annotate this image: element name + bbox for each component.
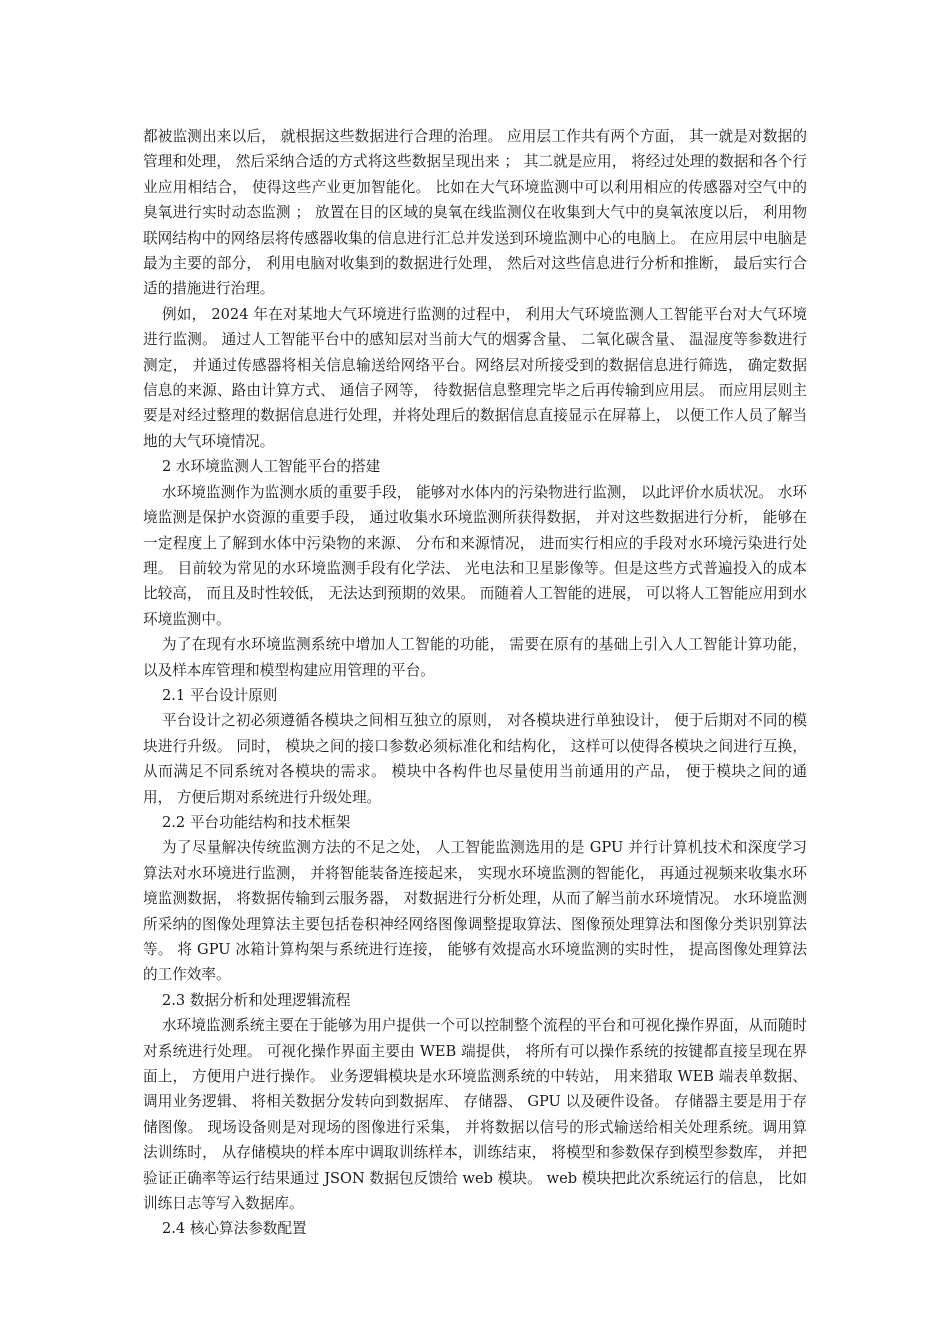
paragraph-2-2: 为了尽量解决传统监测方法的不足之处， 人工智能监测选用的是 GPU 并行计算机技术和深度学习算法对水环境进行监测， 并将智能装备连接起来， 实现水环境监测的智能化， 再通过视频来收集水环境监测数据， 将数据传输到云服务器， 对数据进行分析处理，从而了解当前水环境情况。 水环境监测所采纳的图像处理算法主要包括卷积神经网络图像调整提取算法、图像预处理算法和图像分类识别算法等。 将 GPU 冰箱计算构架与系统进行连接， 能够有效提高水环境监测的实时性， 提高图像处理算法的工作效率。 — [143, 839, 807, 984]
document-page — [143, 124, 807, 1242]
subsection-heading-2-3: 2.3 数据分析和处理逻辑流程 — [161, 991, 351, 1009]
paragraph-2b: 为了在现有水环境监测系统中增加人工智能的功能， 需要在原有的基础上引入人工智能计算功能， 以及样本库管理和模型构建应用管理的平台。 — [143, 636, 807, 679]
paragraph-2a: 水环境监测作为监测水质的重要手段， 能够对水体内的污染物进行监测， 以此评价水质状况。 水环境监测是保护水资源的重要手段， 通过收集水环境监测所获得数据， 并对这些数据进行分析， 能够在一定程度上了解到水体中污染物的来源、 分布和来源情况， 进而实行相应的手段对水环境污染进行处理。 目前较为常见的水环境监测手段有化学法、 光电法和卫星影像等。但是这些方式普遍投入的成本比较高， 而且及时性较低， 无法达到预期的效果。 而随着人工智能的进展， 可以将人工智能应用到水环境监测中。 — [143, 483, 807, 628]
paragraph-2-3: 水环境监测系统主要在于能够为用户提供一个可以控制整个流程的平台和可视化操作界面，从而随时对系统进行处理。 可视化操作界面主要由 WEB 端提供， 将所有可以操作系统的按键都直接呈现在界面上， 方便用户进行操作。 业务逻辑模块是水环境监测系统的中转站， 用来猎取 WEB 端表单数据、 调用业务逻辑、 将相关数据分发转向到数据库、 存储器、 GPU 以及硬件设备。 存储器主要是用于存储图像。 现场设备则是对现场的图像进行采集， 并将数据以信号的形式输送给相关处理系统。调用算法训练时， 从存储模块的样本库中调取训练样本，训练结束， 将模型和参数保存到模型参数库， 并把验证正确率等运行结果通过 JSON 数据包反馈给 web 模块。 web 模块把此次系统运行的信息， 比如训练日志等写入数据库。 — [143, 1017, 807, 1213]
paragraph-intro: 都被监测出来以后， 就根据这些数据进行合理的治理。 应用层工作共有两个方面， 其一就是对数据的管理和处理， 然后采纳合适的方式将这些数据呈现出来 ； 其二就是应用， 将经过处理的数据和各个行业应用相结合， 使得这些产业更加智能化。 比如在大气环境监测中可以利用相应的传感器对空气中的臭氧进行实时动态监测 ； 放置在目的区域的臭氧在线监测仪在收集到大气中的臭氧浓度以后， 利用物联网结构中的网络层将传感器收集的信息进行汇总并发送到环境监测中心的电脑上。 在应用层中电脑是最为主要的部分， 利用电脑对收集到的数据进行处理， 然后对这些信息进行分析和推断， 最后实行合适的措施进行治理。 — [143, 128, 807, 298]
paragraph-2-1: 平台设计之初必须遵循各模块之间相互独立的原则， 对各模块进行单独设计， 便于后期对不同的模块进行升级。 同时， 模块之间的接口参数必须标准化和结构化， 这样可以使得各模块之间进行互换， 从而满足不同系统对各模块的需求。 模块中各构件也尽量使用当前通用的产品， 便于模块之间的通用， 方便后期对系统进行升级处理。 — [143, 712, 807, 806]
subsection-heading-2-2: 2.2 平台功能结构和技术框架 — [161, 813, 351, 831]
section-heading-2: 2 水环境监测人工智能平台的搭建 — [161, 458, 381, 476]
paragraph-example: 例如， 2024 年在对某地大气环境进行监测的过程中， 利用大气环境监测人工智能平台对大气环境进行监测。 通过人工智能平台中的感知层对当前大气的烟雾含量、 二氧化碳含量、 温湿度等参数进行测定， 并通过传感器将相关信息输送给网络平台。网络层对所接受到的数据信息进行筛选， 确定数据信息的来源、路由计算方式、 通信子网等， 待数据信息整理完毕之后再传输到应用层。 而应用层则主要是对经过整理的数据信息进行处理，并将处理后的数据信息直接显示在屏幕上， 以便工作人员了解当地的大气环境情况。 — [143, 305, 807, 450]
subsection-heading-2-1: 2.1 平台设计原则 — [161, 686, 278, 704]
subsection-heading-2-4: 2.4 核心算法参数配置 — [161, 1220, 307, 1238]
